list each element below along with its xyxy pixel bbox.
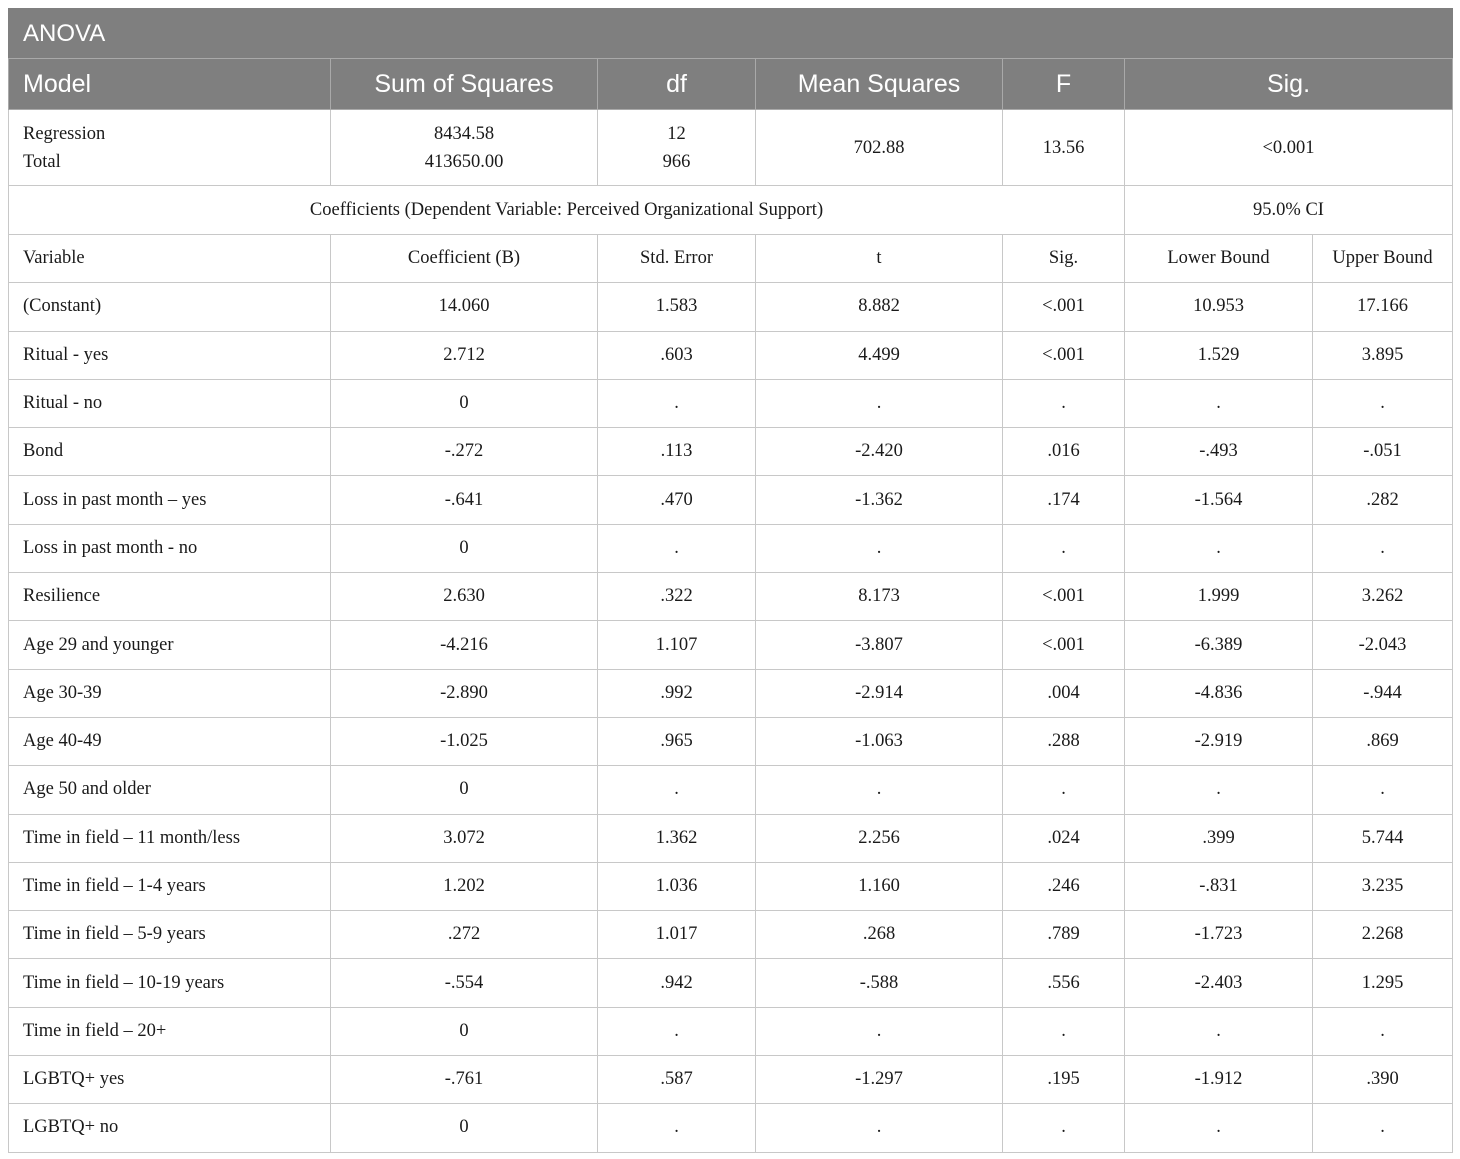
upper-bound-cell: 3.895: [1313, 331, 1453, 379]
variable-cell: Time in field – 10-19 years: [9, 959, 331, 1007]
std-error-cell: .322: [598, 573, 756, 621]
table-row: [9, 331, 1453, 379]
upper-bound-cell: 17.166: [1313, 283, 1453, 331]
t-cell: -1.297: [756, 1056, 1003, 1104]
std-error-cell: .: [598, 1007, 756, 1055]
table-row: [9, 1056, 1453, 1104]
t-cell: -.588: [756, 959, 1003, 1007]
table-row: [9, 1104, 1453, 1152]
coefficient-cell: -1.025: [331, 717, 598, 765]
sig-cell: .195: [1003, 1056, 1125, 1104]
t-cell: 1.160: [756, 862, 1003, 910]
sig-cell: .174: [1003, 476, 1125, 524]
variable-cell: Time in field – 11 month/less: [9, 814, 331, 862]
lower-bound-cell: 1.529: [1125, 331, 1313, 379]
table-row: [9, 379, 1453, 427]
results-table-container: [8, 8, 1452, 1153]
upper-bound-cell: 5.744: [1313, 814, 1453, 862]
variable-cell: Ritual - yes: [9, 331, 331, 379]
header-sig: Sig.: [1125, 59, 1453, 110]
upper-bound-cell: .: [1313, 1104, 1453, 1152]
header-df: df: [598, 59, 756, 110]
variable-cell: Resilience: [9, 573, 331, 621]
upper-bound-cell: -.051: [1313, 428, 1453, 476]
upper-bound-cell: .390: [1313, 1056, 1453, 1104]
anova-data-row: [9, 110, 1453, 186]
t-cell: -1.063: [756, 717, 1003, 765]
table-row: [9, 766, 1453, 814]
variable-cell: Age 30-39: [9, 669, 331, 717]
std-error-cell: .965: [598, 717, 756, 765]
coefficient-cell: .272: [331, 911, 598, 959]
upper-bound-cell: .282: [1313, 476, 1453, 524]
table-row: [9, 717, 1453, 765]
lower-bound-cell: 10.953: [1125, 283, 1313, 331]
variable-cell: Loss in past month – yes: [9, 476, 331, 524]
sig-cell: .: [1003, 379, 1125, 427]
t-cell: .: [756, 524, 1003, 572]
t-cell: -1.362: [756, 476, 1003, 524]
header-variable: Variable: [9, 235, 331, 283]
anova-sig-cell: <0.001: [1125, 110, 1453, 186]
upper-bound-cell: -2.043: [1313, 621, 1453, 669]
coefficient-cell: 0: [331, 766, 598, 814]
t-cell: 4.499: [756, 331, 1003, 379]
variable-cell: Time in field – 20+: [9, 1007, 331, 1055]
lower-bound-cell: -.831: [1125, 862, 1313, 910]
coefficient-cell: -2.890: [331, 669, 598, 717]
std-error-cell: .603: [598, 331, 756, 379]
header-t: t: [756, 235, 1003, 283]
df-regression: 12: [667, 123, 686, 144]
coefficient-cell: 2.630: [331, 573, 598, 621]
header-mean-squares: Mean Squares: [756, 59, 1003, 110]
ss-total: 413650.00: [424, 151, 504, 172]
coefficient-cell: 0: [331, 1104, 598, 1152]
table-row: [9, 621, 1453, 669]
upper-bound-cell: 3.262: [1313, 573, 1453, 621]
t-cell: .: [756, 379, 1003, 427]
table-row: [9, 428, 1453, 476]
sig-cell: .: [1003, 766, 1125, 814]
anova-coefficients-table: [8, 8, 1453, 1153]
variable-cell: Age 29 and younger: [9, 621, 331, 669]
header-std-error: Std. Error: [598, 235, 756, 283]
sig-cell: <.001: [1003, 621, 1125, 669]
coefficient-cell: 3.072: [331, 814, 598, 862]
upper-bound-cell: -.944: [1313, 669, 1453, 717]
upper-bound-cell: 1.295: [1313, 959, 1453, 1007]
std-error-cell: 1.107: [598, 621, 756, 669]
std-error-cell: 1.017: [598, 911, 756, 959]
lower-bound-cell: -1.723: [1125, 911, 1313, 959]
variable-cell: LGBTQ+ yes: [9, 1056, 331, 1104]
header-f: F: [1003, 59, 1125, 110]
t-cell: -3.807: [756, 621, 1003, 669]
std-error-cell: 1.362: [598, 814, 756, 862]
anova-f-cell: 13.56: [1003, 110, 1125, 186]
lower-bound-cell: -2.919: [1125, 717, 1313, 765]
lower-bound-cell: -2.403: [1125, 959, 1313, 1007]
lower-bound-cell: .: [1125, 1104, 1313, 1152]
model-regression: Regression: [23, 123, 106, 144]
std-error-cell: .: [598, 379, 756, 427]
table-row: [9, 283, 1453, 331]
variable-cell: (Constant): [9, 283, 331, 331]
table-row: [9, 862, 1453, 910]
upper-bound-cell: .: [1313, 379, 1453, 427]
anova-header-row: [9, 59, 1453, 110]
coefficient-cell: -.641: [331, 476, 598, 524]
table-row: [9, 476, 1453, 524]
coefficient-cell: 1.202: [331, 862, 598, 910]
std-error-cell: .470: [598, 476, 756, 524]
std-error-cell: .: [598, 766, 756, 814]
t-cell: .: [756, 766, 1003, 814]
model-total: Total: [23, 151, 61, 172]
header-sum-of-squares: Sum of Squares: [331, 59, 598, 110]
t-cell: 8.882: [756, 283, 1003, 331]
t-cell: .: [756, 1007, 1003, 1055]
header-lower-bound: Lower Bound: [1125, 235, 1313, 283]
variable-cell: Time in field – 1-4 years: [9, 862, 331, 910]
anova-df-cell: [598, 110, 756, 186]
df-total: 966: [662, 151, 691, 172]
lower-bound-cell: .: [1125, 1007, 1313, 1055]
sig-cell: <.001: [1003, 283, 1125, 331]
table-row: [9, 573, 1453, 621]
table-row: [9, 814, 1453, 862]
std-error-cell: 1.583: [598, 283, 756, 331]
coefficient-cell: 0: [331, 524, 598, 572]
lower-bound-cell: .: [1125, 766, 1313, 814]
sig-cell: .004: [1003, 669, 1125, 717]
upper-bound-cell: .: [1313, 1007, 1453, 1055]
lower-bound-cell: .399: [1125, 814, 1313, 862]
anova-title: ANOVA: [9, 9, 1453, 59]
std-error-cell: .587: [598, 1056, 756, 1104]
sig-cell: .288: [1003, 717, 1125, 765]
t-cell: 8.173: [756, 573, 1003, 621]
std-error-cell: .942: [598, 959, 756, 1007]
table-row: [9, 524, 1453, 572]
lower-bound-cell: 1.999: [1125, 573, 1313, 621]
header-coefficient: Coefficient (B): [331, 235, 598, 283]
header-model: Model: [9, 59, 331, 110]
variable-cell: Age 50 and older: [9, 766, 331, 814]
variable-cell: Bond: [9, 428, 331, 476]
coefficient-cell: 0: [331, 379, 598, 427]
variable-cell: Time in field – 5-9 years: [9, 911, 331, 959]
lower-bound-cell: -.493: [1125, 428, 1313, 476]
anova-model-cell: [9, 110, 331, 186]
sig-cell: <.001: [1003, 573, 1125, 621]
ss-regression: 8434.58: [433, 123, 495, 144]
header-coef-sig: Sig.: [1003, 235, 1125, 283]
sig-cell: .: [1003, 1104, 1125, 1152]
variable-cell: Ritual - no: [9, 379, 331, 427]
upper-bound-cell: .: [1313, 524, 1453, 572]
coefficient-cell: -.554: [331, 959, 598, 1007]
sig-cell: .789: [1003, 911, 1125, 959]
lower-bound-cell: .: [1125, 379, 1313, 427]
upper-bound-cell: 2.268: [1313, 911, 1453, 959]
table-row: [9, 911, 1453, 959]
table-row: [9, 669, 1453, 717]
sig-cell: .: [1003, 1007, 1125, 1055]
coefficient-cell: -.272: [331, 428, 598, 476]
upper-bound-cell: .: [1313, 766, 1453, 814]
sig-cell: .556: [1003, 959, 1125, 1007]
std-error-cell: .113: [598, 428, 756, 476]
table-row: [9, 1007, 1453, 1055]
t-cell: .: [756, 1104, 1003, 1152]
ci-title: 95.0% CI: [1125, 186, 1453, 235]
variable-cell: LGBTQ+ no: [9, 1104, 331, 1152]
sig-cell: .016: [1003, 428, 1125, 476]
lower-bound-cell: -6.389: [1125, 621, 1313, 669]
t-cell: .268: [756, 911, 1003, 959]
variable-cell: Loss in past month - no: [9, 524, 331, 572]
anova-title-row: [9, 9, 1453, 59]
header-upper-bound: Upper Bound: [1313, 235, 1453, 283]
upper-bound-cell: 3.235: [1313, 862, 1453, 910]
lower-bound-cell: -4.836: [1125, 669, 1313, 717]
lower-bound-cell: .: [1125, 524, 1313, 572]
table-row: [9, 959, 1453, 1007]
t-cell: -2.914: [756, 669, 1003, 717]
sig-cell: .: [1003, 524, 1125, 572]
anova-sum-of-squares-cell: [331, 110, 598, 186]
variable-cell: Age 40-49: [9, 717, 331, 765]
anova-mean-squares-cell: 702.88: [756, 110, 1003, 186]
lower-bound-cell: -1.912: [1125, 1056, 1313, 1104]
std-error-cell: 1.036: [598, 862, 756, 910]
std-error-cell: .992: [598, 669, 756, 717]
coefficient-cell: 0: [331, 1007, 598, 1055]
sig-cell: .024: [1003, 814, 1125, 862]
t-cell: -2.420: [756, 428, 1003, 476]
coefficient-cell: 2.712: [331, 331, 598, 379]
std-error-cell: .: [598, 524, 756, 572]
sig-cell: .246: [1003, 862, 1125, 910]
std-error-cell: .: [598, 1104, 756, 1152]
upper-bound-cell: .869: [1313, 717, 1453, 765]
t-cell: 2.256: [756, 814, 1003, 862]
coefficient-cell: 14.060: [331, 283, 598, 331]
coefficients-title: Coefficients (Dependent Variable: Perceived Organizational Support): [9, 186, 1125, 235]
coefficients-header-row: [9, 235, 1453, 283]
coefficient-cell: -.761: [331, 1056, 598, 1104]
coefficients-title-row: [9, 186, 1453, 235]
lower-bound-cell: -1.564: [1125, 476, 1313, 524]
sig-cell: <.001: [1003, 331, 1125, 379]
coefficient-cell: -4.216: [331, 621, 598, 669]
